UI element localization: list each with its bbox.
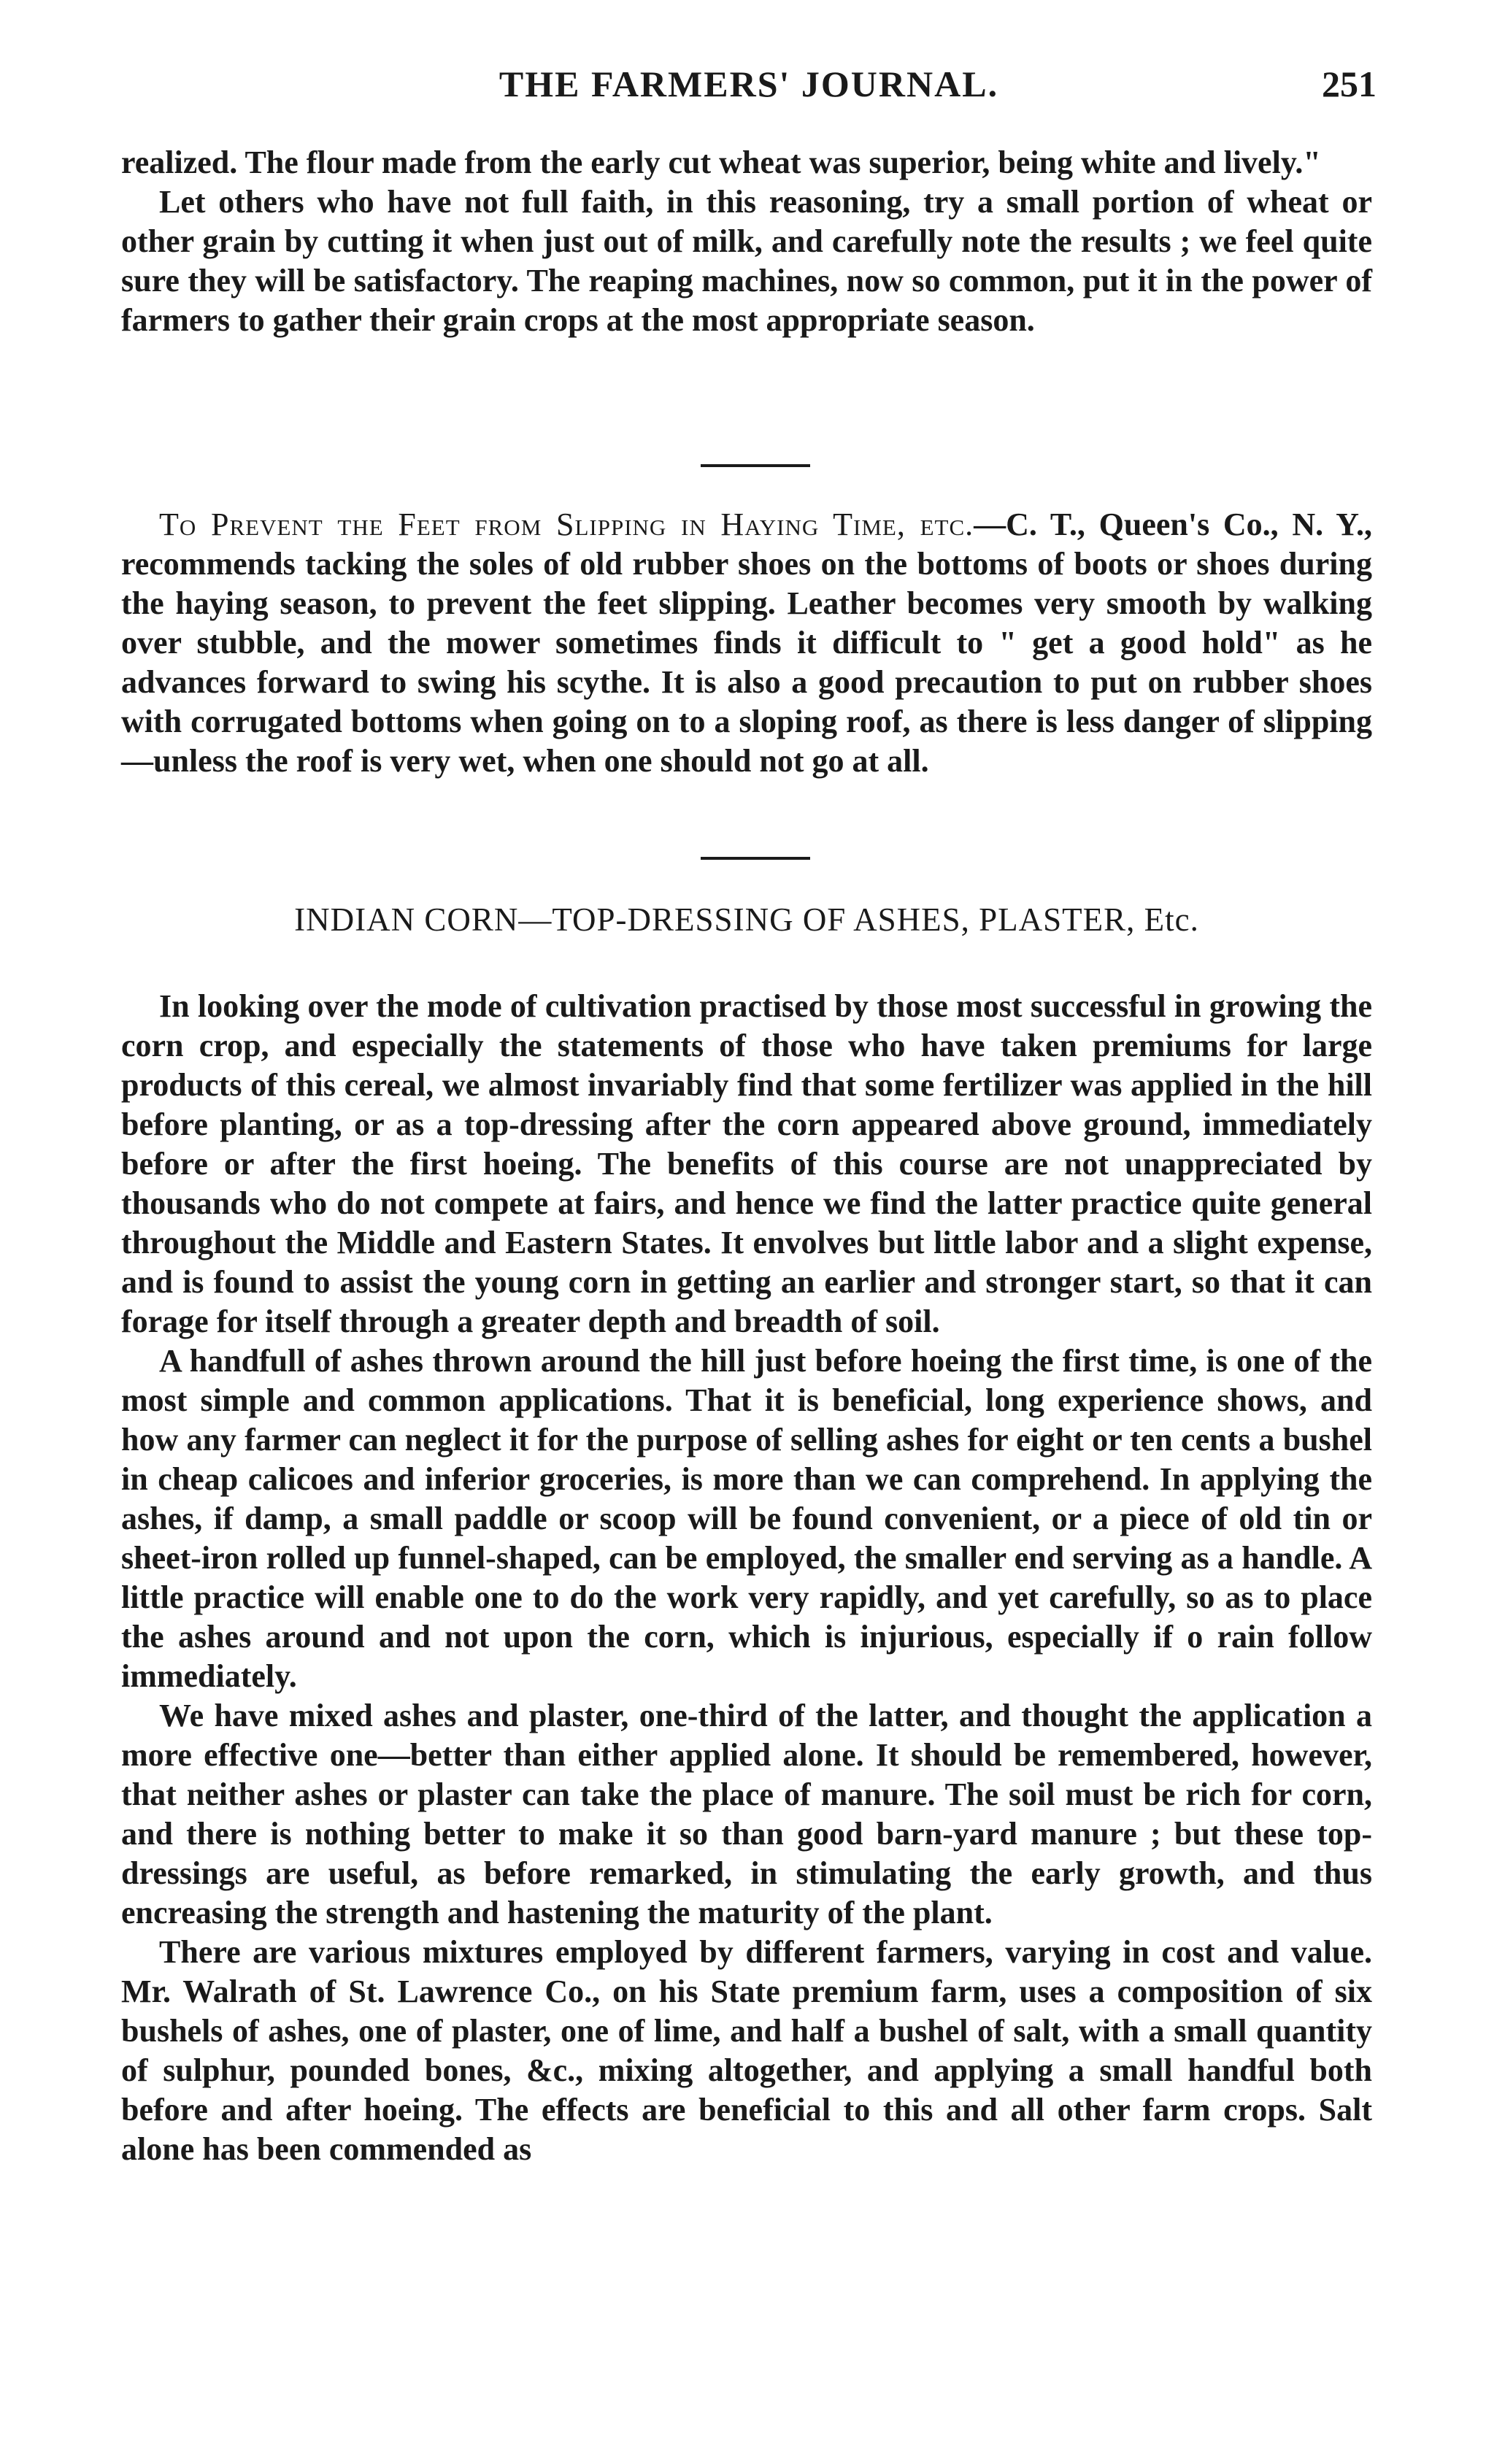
- paragraph: realized. The flour made from the early cut wheat was superior, being white and lively.": [121, 145, 1321, 180]
- section-divider: [701, 464, 810, 467]
- article-run-in-title: To Prevent the Feet from Slipping in Haying Time, etc.: [159, 507, 974, 542]
- running-title: THE FARMERS' JOURNAL.: [498, 63, 999, 104]
- page-number: 251: [1322, 63, 1377, 104]
- prevent-slipping-article: [121, 505, 1372, 781]
- paragraph: In looking over the mode of cultivation practised by those most successful in growing the corn crop, and especially the statements of those who have taken premiums for large products of this cereal, we almost invariably find that some fertilizer was applied in the hill before planting, or as a top-dressing after the corn appeared above ground, immediately before or after the first hoeing. The benefits of this course are not unappreciated by thousands who do not compete at fairs, and hence we find the latter practice quite general throughout the Middle and Eastern States. It envolves but little labor and a slight expense, and is found to assist the young corn in getting an earlier and stronger start, so that it can forage for itself through a greater depth and breadth of soil.: [121, 988, 1372, 1339]
- paragraph: A handfull of ashes thrown around the hill just before hoeing the first time, is one of the most simple and common applications. That it is beneficial, long experience shows, and how any farmer can neglect it for the purpose of selling ashes for eight or ten cents a bushel in cheap calicoes and inferior groceries, is more than we can comprehend. In applying the ashes, if damp, a small paddle or scoop will be found convenient, or a piece of old tin or sheet-iron rolled up funnel-shaped, can be employed, the smaller end serving as a handle. A little practice will enable one to do the work very rapidly, and yet carefully, so as to place the ashes around and not upon the corn, which is injurious, especially if o rain follow immediately.: [121, 1343, 1372, 1694]
- intro-article-continuation: [121, 143, 1372, 340]
- paragraph: [121, 505, 1372, 781]
- section-heading: INDIAN CORN—TOP-DRESSING OF ASHES, PLASTER, Etc.: [294, 901, 1199, 938]
- paragraph: Let others who have not full faith, in this reasoning, try a small portion of wheat or other grain by cutting it when just out of milk, and carefully note the results ; we feel quite sure they will be satisfactory. The reaping machines, now so common, put it in the power of farmers to gather their grain crops at the most appropriate season.: [121, 184, 1372, 338]
- article-body: —C. T., Queen's Co., N. Y., recommends tacking the soles of old rubber shoes on the bottoms of boots or shoes during the haying season, to prevent the feet slipping. Leather becomes very smooth by walking over stubble, and the mower sometimes finds it difficult to " get a good hold" as he advances forward to swing his scythe. It is also a good precaution to put on rubber shoes with corrugated bottoms when going on to a sloping roof, as there is less danger of slipping—unless the roof is very wet, when one should not go at all.: [121, 507, 1372, 779]
- paragraph: There are various mixtures employed by different farmers, varying in cost and value. Mr. Walrath of St. Lawrence Co., on his State premium farm, uses a composition of six bushels of ashes, one of plaster, one of lime, and half a bushel of salt, with a small quantity of sulphur, pounded bones, &c., mixing altogether, and applying a small handful both before and after hoeing. The effects are beneficial to this and all other farm crops. Salt alone has been commended as: [121, 1934, 1372, 2167]
- section-divider: [701, 857, 810, 860]
- running-header: [121, 63, 1377, 115]
- paragraph: We have mixed ashes and plaster, one-third of the latter, and thought the application a more effective one—better than either applied alone. It should be remembered, however, that neither ashes or plaster can take the place of manure. The soil must be rich for corn, and there is nothing better to make it so than good barn-yard manure ; but these top-dressings are useful, as before remarked, in stimulating the early growth, and thus encreasing the strength and hastening the maturity of the plant.: [121, 1698, 1372, 1930]
- indian-corn-article: [121, 987, 1372, 2169]
